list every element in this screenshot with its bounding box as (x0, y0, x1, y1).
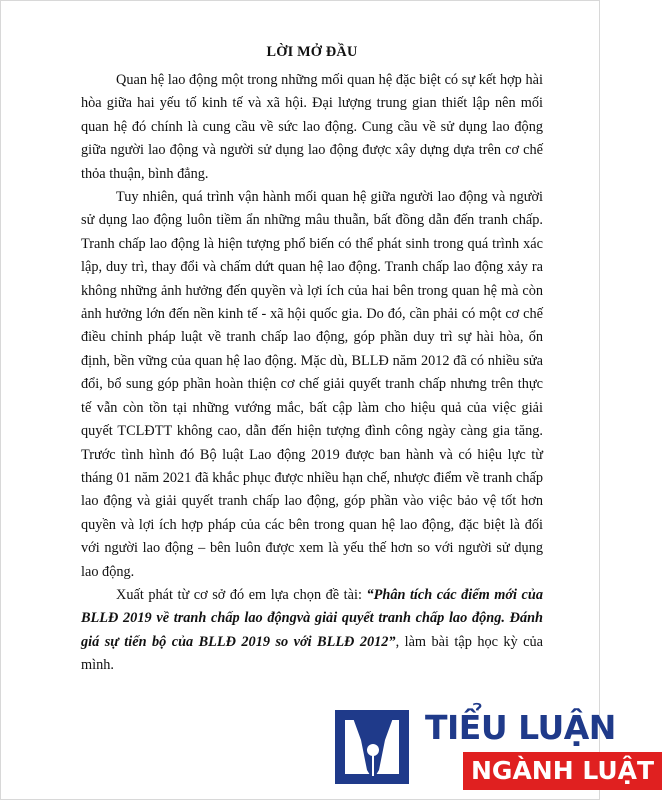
pen-nib-icon (333, 708, 413, 788)
paragraph-2: Tuy nhiên, quá trình vận hành mối quan hệ giữa người lao động và người sử dụng lao động luôn tiềm ẩn những mâu thuẫn, bất đồng dẫn đến tranh chấp. Tranh chấp lao động là hiện tượng phổ biến có thể phát sinh trong quá trình xác lập, duy trì, thay đổi và chấm dứt quan hệ lao động. Tranh chấp lao động xảy ra không những ảnh hưởng đến quyền và lợi ích của hai bên trong quan hệ mà còn ảnh hưởng lớn đến nền kinh tế - xã hội quốc gia. Do đó, cần phải có một cơ chế điều chỉnh pháp luật về tranh chấp lao động, góp phần duy trì sự hài hòa, ổn định, bền vững của quan hệ lao động. Mặc dù, BLLĐ năm 2012 đã có nhiều sửa đổi, bổ sung góp phần hoàn thiện cơ chế giải quyết tranh chấp nhưng trên thực tế vẫn còn tồn tại những vướng mắc, bất cập làm cho hiệu quả của việc giải quyết TCLĐTT không cao, dẫn đến hiện tượng đình công ngày càng gia tăng. Trước tình hình đó Bộ luật Lao động 2019 được ban hành và có hiệu lực từ tháng 01 năm 2021 đã khắc phục được nhiều hạn chế, nhược điểm về tranh chấp lao động và giải quyết tranh chấp lao động, góp phần vào việc bảo vệ tốt hơn quyền và lợi ích hợp pháp của các bên trong quan hệ lao động, đặc biệt là đối với người lao động – bên luôn được xem là yếu thế hơn so với người sử dụng lao động. (81, 189, 543, 580)
document-title: LỜI MỞ ĐẦU (266, 44, 358, 60)
paragraph-3-topic: “Phân tích các điểm mới của BLLĐ 2019 về tranh chấp lao độngvà giải quyết tranh chấp lao động. Đánh giá sự tiến bộ của BLLĐ 2019 so với BLLĐ 2012” (81, 586, 543, 650)
site-logo (333, 708, 655, 794)
logo-text-secondary: NGÀNH LUẬT (463, 752, 662, 790)
paragraph-3-tail: , làm bài tập học kỳ của mình. (81, 633, 543, 674)
document-body (81, 44, 543, 678)
paragraph-3-lead: Xuất phát từ cơ sở đó em lựa chọn đề tài: (116, 586, 367, 603)
paragraph-3 (81, 584, 543, 678)
logo-text-primary: TIỂU LUẬN (425, 708, 616, 747)
paragraph-1: Quan hệ lao động một trong những mối quan hệ đặc biệt có sự kết hợp hài hòa giữa hai yếu tố kinh tế và xã hội. Đại lượng trung gian thiết lập nên mối quan hệ đó chính là cung cầu về sức lao động. Cung cầu về sử dụng lao động giữa người lao động và người sử dụng lao động được xây dựng dựa trên cơ chế thỏa thuận, bình đẳng. (81, 72, 543, 182)
